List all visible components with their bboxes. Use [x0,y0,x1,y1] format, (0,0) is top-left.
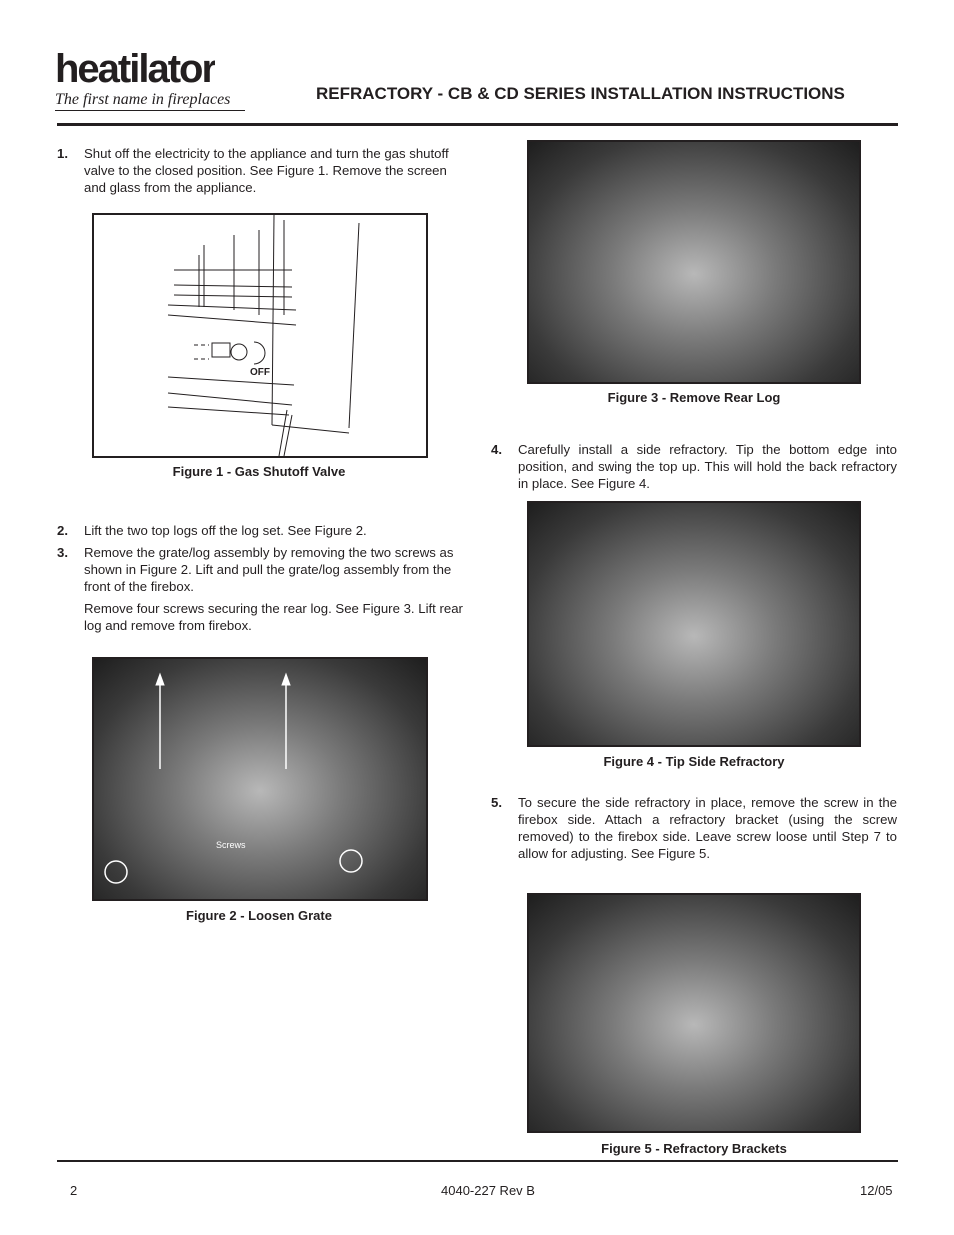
page-title: REFRACTORY - CB & CD SERIES INSTALLATION INSTRUCTIONS [316,84,845,103]
document-date: 12/05 [860,1183,893,1198]
step-number: 5. [491,795,502,810]
brand-logo: heatilator [55,50,216,88]
page-number: 2 [70,1183,78,1198]
step-5 [491,794,897,862]
document-number: 4040-227 Rev B [441,1183,535,1198]
step-text: Carefully install a side refractory. Tip the bottom edge into position, and swing the top up. This will hold the back refractory in place. See Figure 4. [518,442,897,491]
step-2 [57,522,463,539]
footer-rule [57,1160,898,1162]
brand-tagline: The first name in fireplaces [55,91,245,111]
step-number: 4. [491,442,502,457]
screws-label: Screws [216,840,246,850]
figure-5-photo [527,893,861,1133]
step-3 [57,544,463,634]
figure-5-caption: Figure 5 - Refractory Brackets [601,1141,787,1156]
figure-1-drawing [92,213,428,458]
step-text: Lift the two top logs off the log set. See Figure 2. [84,523,367,538]
step-1 [57,145,463,196]
step-text: Remove the grate/log assembly by removing the two screws as shown in Figure 2. Lift and pull the grate/log assembly from the front of the firebox. [84,545,454,594]
step-number: 1. [57,146,68,161]
step-text: Shut off the electricity to the appliance and turn the gas shutoff valve to the closed position. See Figure 1. Remove the screen and glass from the appliance. [84,146,449,195]
figure-3-photo [527,140,861,384]
figure-4-photo [527,501,861,747]
step-number: 3. [57,545,68,560]
figure-2-photo [92,657,428,901]
step-4 [491,441,897,492]
figure-1-caption: Figure 1 - Gas Shutoff Valve [172,464,346,479]
step-number: 2. [57,523,68,538]
step-text: To secure the side refractory in place, remove the screw in the firebox side. Attach a refractory bracket (using the screw removed) to the firebox side. Leave screw loose until Step 7 to allow for adjusting. See Figure 5. [518,795,897,861]
figure-2-caption: Figure 2 - Loosen Grate [186,908,332,923]
figure-3-caption: Figure 3 - Remove Rear Log [607,390,781,405]
figure-4-caption: Figure 4 - Tip Side Refractory [603,754,785,769]
off-label: OFF [250,367,270,378]
step-text-extra: Remove four screws securing the rear log. See Figure 3. Lift rear log and remove from firebox. [84,601,463,633]
header-rule [57,123,898,126]
